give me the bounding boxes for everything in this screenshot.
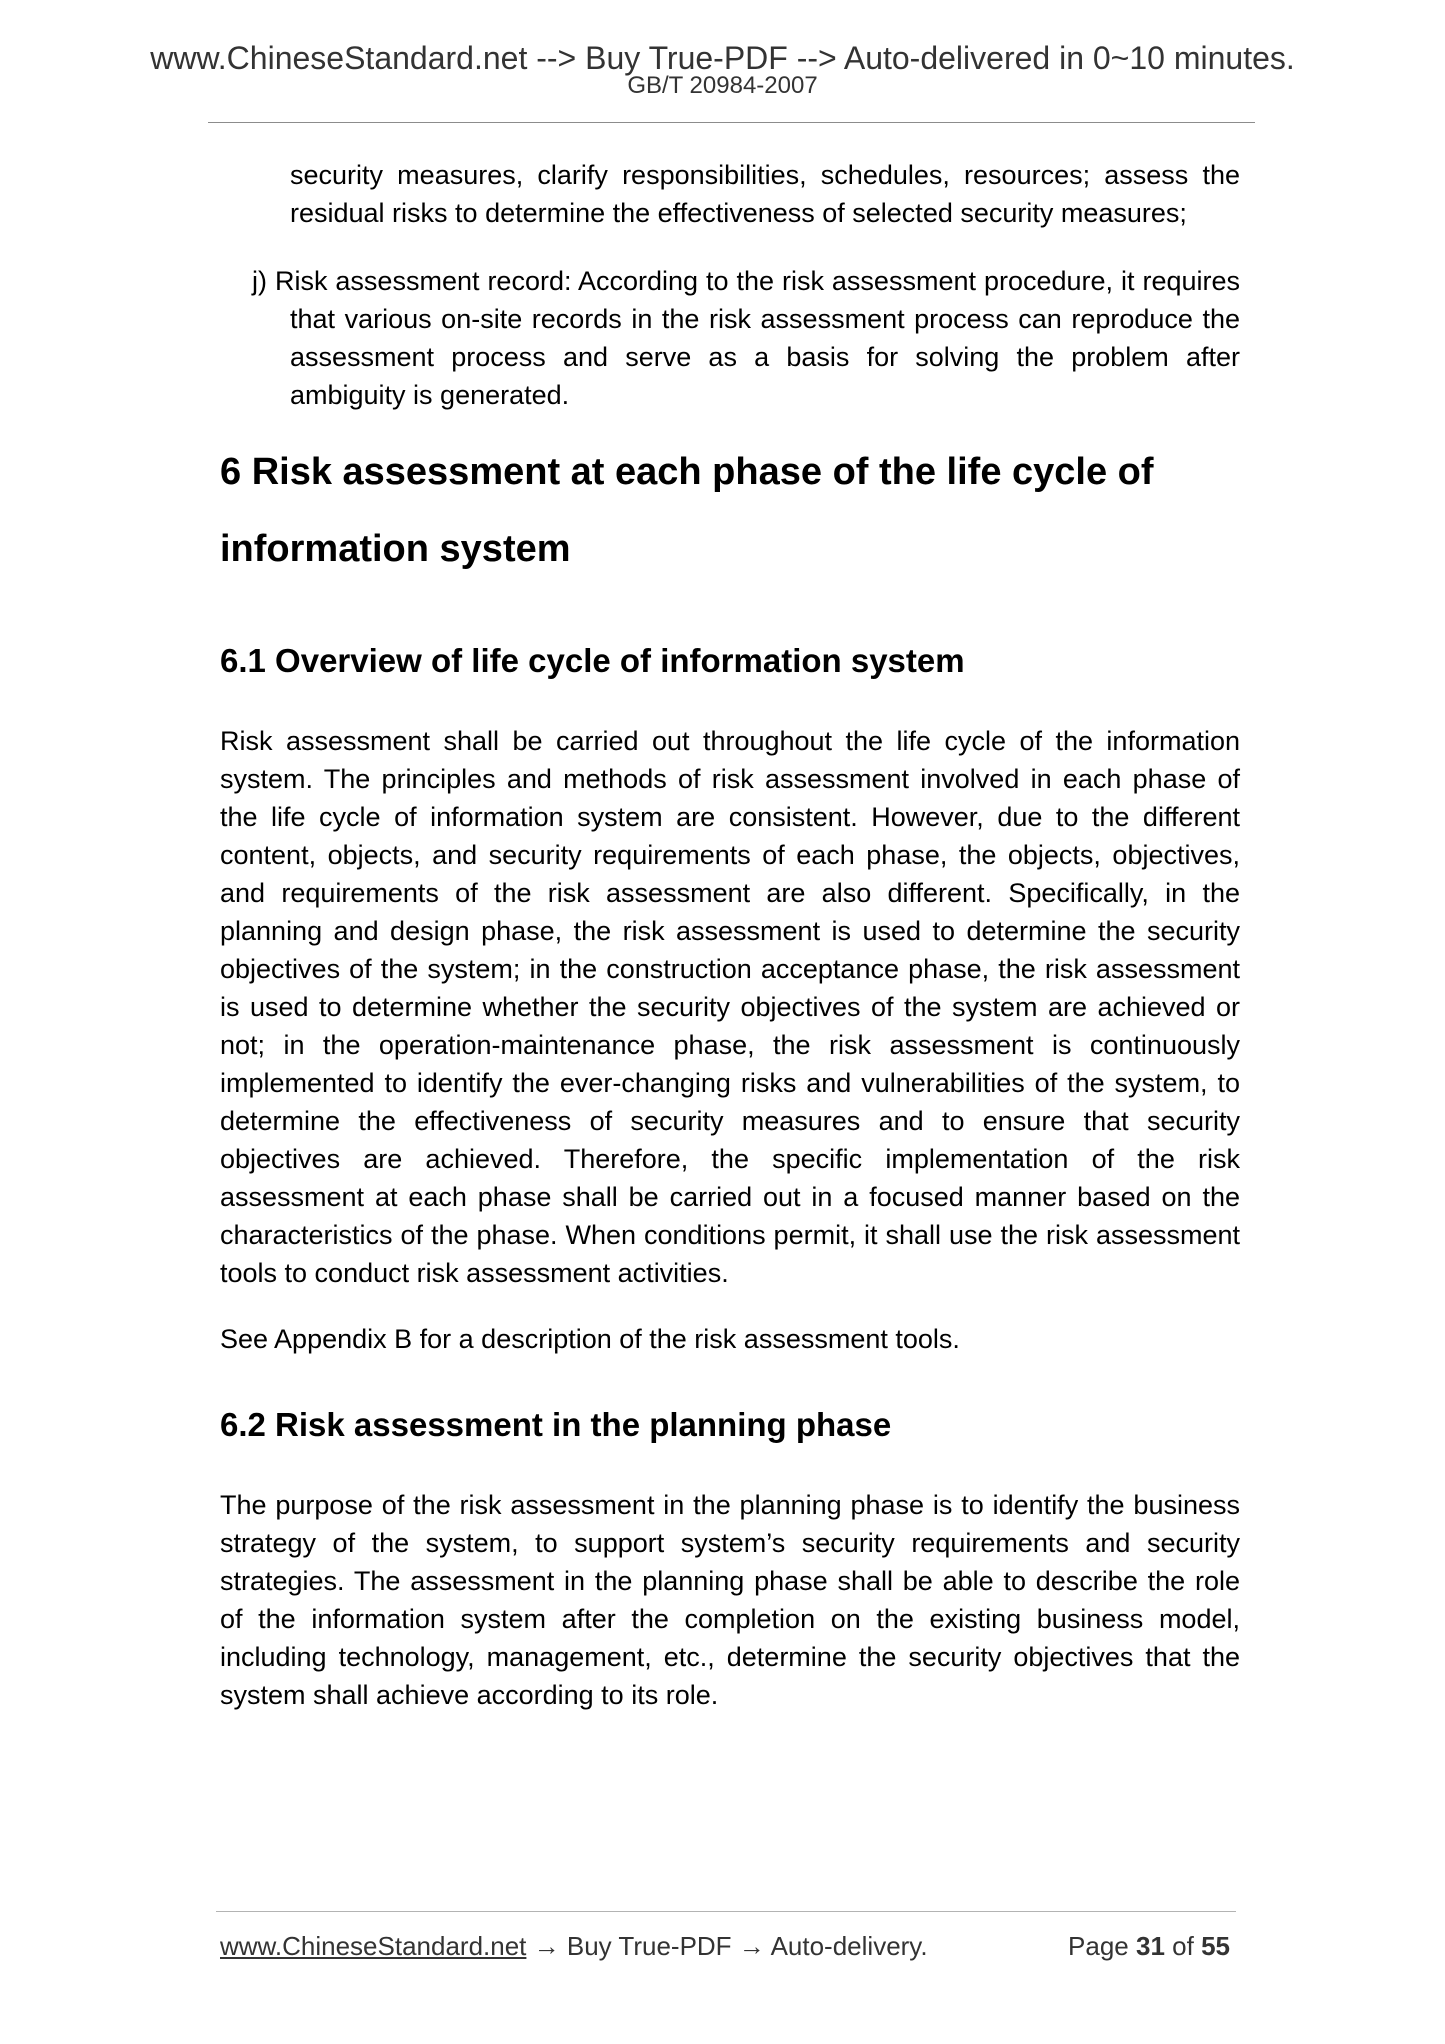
section-6-2-heading: 6.2 Risk assessment in the planning phase [220, 1406, 892, 1443]
header-divider [208, 122, 1255, 123]
footer-site-link[interactable]: www.ChineseStandard.net [220, 1931, 527, 1961]
standard-code: GB/T 20984-2007 [627, 72, 818, 99]
section-6-heading: 6 Risk assessment at each phase of the life cycle of information system [220, 451, 1154, 570]
site-banner: www.ChineseStandard.net --> Buy True-PDF --> Auto-delivered in 0~10 minutes. [150, 40, 1295, 76]
footer-promo [220, 1928, 928, 1964]
section-6-1-heading: 6.1 Overview of life cycle of information system [220, 642, 965, 679]
of-label: of [1172, 1931, 1194, 1961]
total-pages: 55 [1201, 1931, 1230, 1961]
footer-divider [216, 1911, 1236, 1912]
page-indicator [1068, 1928, 1230, 1964]
page-label: Page [1068, 1931, 1129, 1961]
list-item-j: j) Risk assessment record: According to the risk assessment procedure, it requires that various on-site records in the risk assessment process can reproduce the assessment process and serve as a basis for solving the problem after ambiguity is generated. [252, 266, 1240, 410]
section-6-2-paragraph: The purpose of the risk assessment in the planning phase is to identify the business strategy of the system, to support system’s security requirements and security strategies. The assessment in the planning phase shall be able to describe the role of the information system after the completion on the existing business model, including technology, management, etc., determine the security objectives that the system shall achieve according to its role. [220, 1490, 1240, 1710]
section-6-1-paragraph: Risk assessment shall be carried out throughout the life cycle of the information system. The principles and methods of risk assessment involved in each phase of the life cycle of information system are consistent. However, due to the different content, objects, and security requirements of each phase, the objects, objectives, and requirements of the risk assessment are also different. Specifically, in the planning and design phase, the risk assessment is used to determine the security objectives of the system; in the construction acceptance phase, the risk assessment is used to determine whether the security objectives of the system are achieved or not; in the operation-maintenance phase, the risk assessment is continuously implemented to identify the ever-changing risks and vulnerabilities of the system, to determine the effectiveness of security measures and to ensure that security objectives are achieved. Therefore, the specific implementation of the risk assessment at each phase shall be carried out in a focused manner based on the characteristics of the phase. When conditions permit, it shall use the risk assessment tools to conduct risk assessment activities. [220, 726, 1240, 1288]
page-content [220, 156, 1240, 1714]
continued-paragraph: security measures, clarify responsibilities, schedules, resources; assess the residual risks to determine the effectiveness of selected security measures; [290, 160, 1240, 228]
page-number: 31 [1136, 1931, 1165, 1961]
section-6-1-appendix-note: See Appendix B for a description of the risk assessment tools. [220, 1324, 960, 1354]
footer-promo-text: → Buy True-PDF → Auto-delivery. [526, 1931, 928, 1961]
